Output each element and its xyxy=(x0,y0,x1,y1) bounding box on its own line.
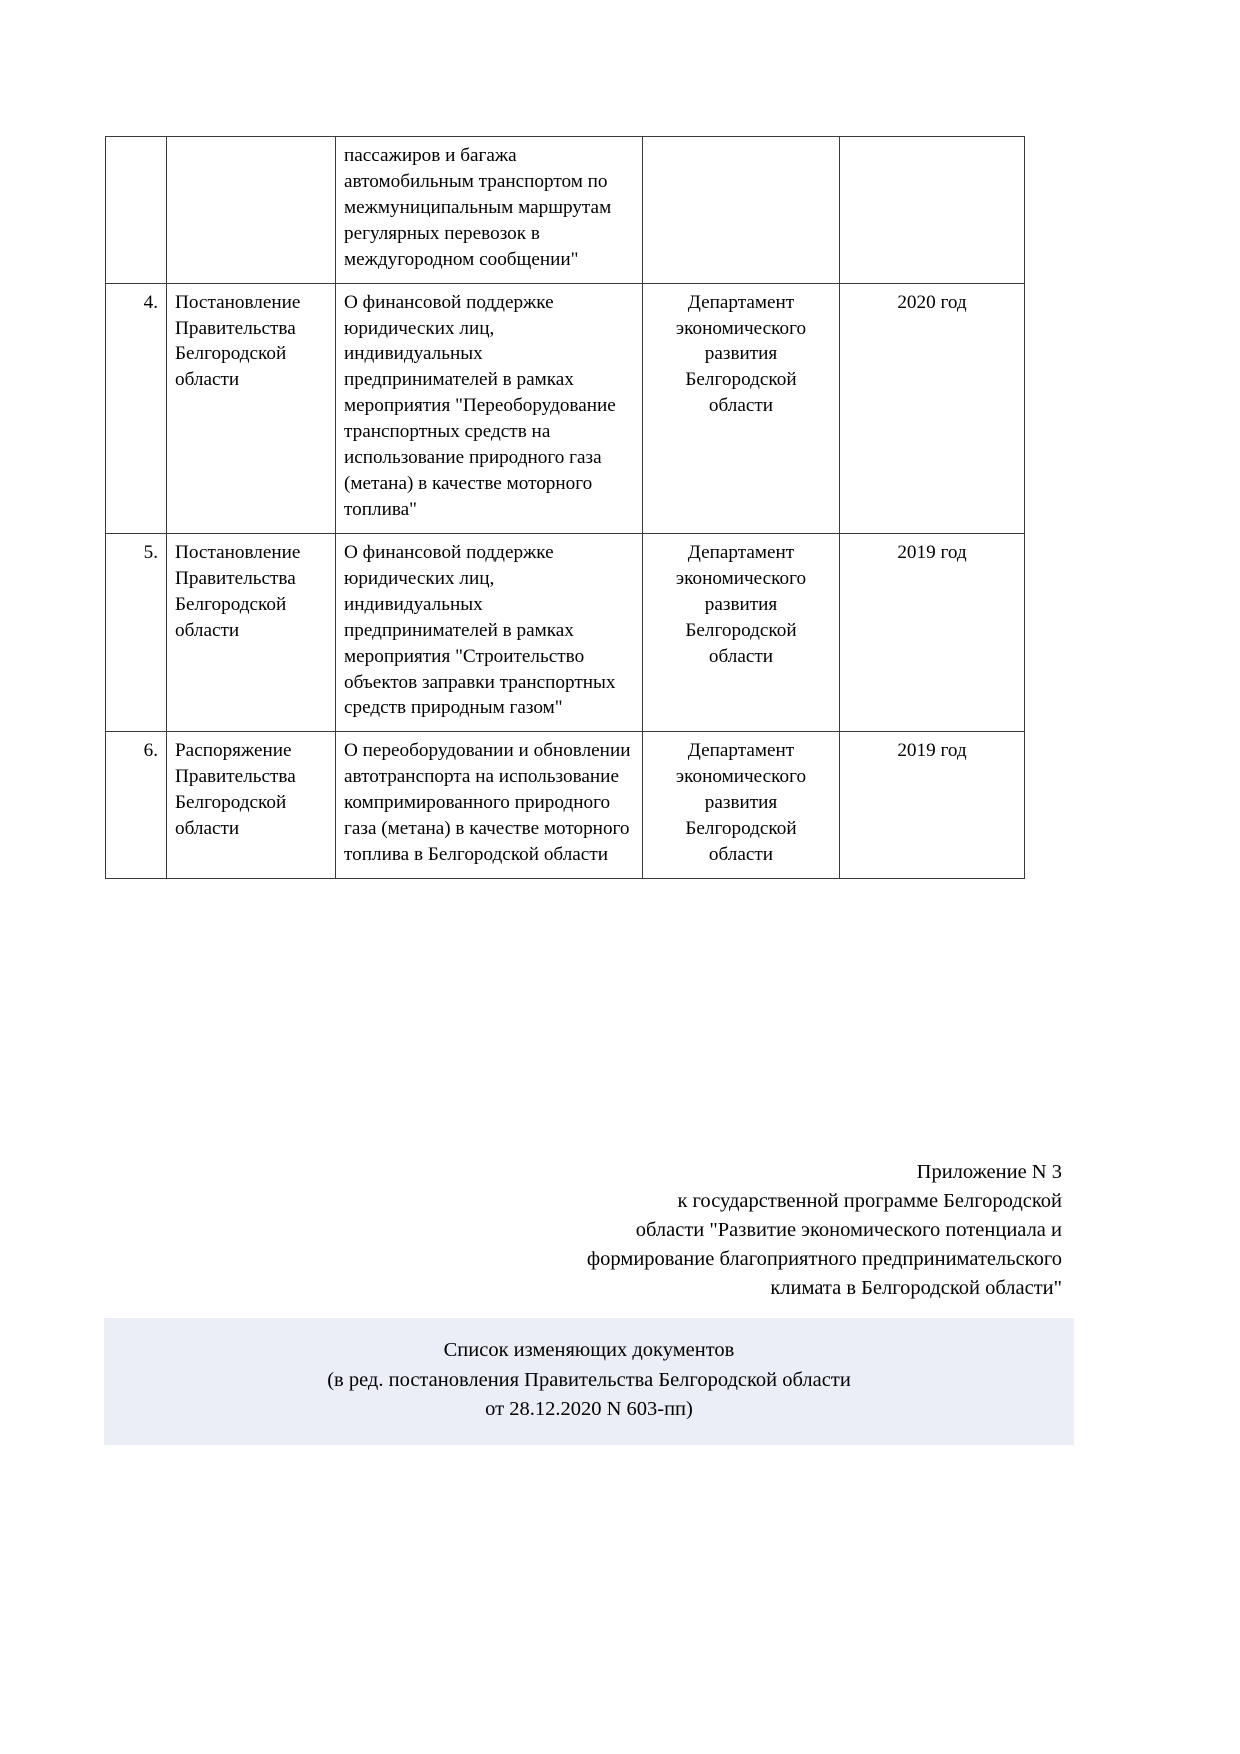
table-row xyxy=(106,533,1025,731)
responsible-body: Департамент экономического развития Белгородской области xyxy=(675,291,811,417)
act-type: Постановление Правительства Белгородской области xyxy=(175,541,306,641)
act-type-cell xyxy=(167,137,336,284)
amending-documents-date: от 28.12.2020 N 603-пп) xyxy=(485,1398,693,1421)
act-name: пассажиров и багажа автомобильным транспортом по межмуниципальным маршрутам регулярных перевозок в междугородном сообщении" xyxy=(344,145,617,270)
appendix-line-number: Приложение N 3 xyxy=(916,1161,1062,1183)
table-row xyxy=(106,137,1025,284)
table-row xyxy=(106,283,1025,533)
act-name-cell xyxy=(336,137,643,284)
amending-documents-source: (в ред. постановления Правительства Белгородской области xyxy=(327,1368,851,1391)
term: 2020 год xyxy=(897,291,967,313)
act-type-cell xyxy=(167,732,336,879)
table-body xyxy=(106,137,1025,879)
term-cell xyxy=(840,283,1025,533)
responsible-body-cell xyxy=(643,283,840,533)
amending-documents-box xyxy=(104,1318,1074,1445)
term-cell xyxy=(840,732,1025,879)
act-type: Распоряжение Правительства Белгородской области xyxy=(175,740,301,840)
act-name: О финансовой поддержке юридических лиц, индивидуальных предпринимателей в рамках мероприятия "Строительство объектов заправки транспортных средств природным газом" xyxy=(344,541,621,719)
act-type-cell xyxy=(167,283,336,533)
term-cell xyxy=(840,137,1025,284)
act-name-cell xyxy=(336,533,643,731)
amending-documents-title: Список изменяющих документов xyxy=(443,1339,735,1361)
responsible-body: Департамент экономического развития Белгородской области xyxy=(675,740,811,866)
responsible-body-cell xyxy=(643,137,840,284)
responsible-body-cell xyxy=(643,732,840,879)
row-number-cell xyxy=(106,283,167,533)
responsible-body-cell xyxy=(643,533,840,731)
term-cell xyxy=(840,533,1025,731)
legal-acts-table xyxy=(105,136,1025,879)
row-number-cell xyxy=(106,137,167,284)
act-type: Постановление Правительства Белгородской области xyxy=(175,291,306,391)
act-type-cell xyxy=(167,533,336,731)
appendix-line-climate: формирование благоприятного предпринимательского xyxy=(586,1248,1062,1271)
row-number-cell xyxy=(106,533,167,731)
appendix-line-program: к государственной программе Белгородской xyxy=(677,1190,1062,1213)
appendix-line-region: области "Развитие экономического потенциала и xyxy=(635,1219,1062,1242)
act-name: О финансовой поддержке юридических лиц, индивидуальных предпринимателей в рамках мероприятия "Переоборудование транспортных средств на использование природного газа (метана) в качестве моторного топлива" xyxy=(344,291,621,520)
responsible-body: Департамент экономического развития Белгородской области xyxy=(675,541,811,667)
appendix-line-tail: климата в Белгородской области" xyxy=(770,1277,1062,1300)
row-number: 5. xyxy=(143,541,158,563)
table-row xyxy=(106,732,1025,879)
act-name-cell xyxy=(336,732,643,879)
act-name-cell xyxy=(336,283,643,533)
term: 2019 год xyxy=(897,541,967,563)
term: 2019 год xyxy=(897,740,967,762)
row-number: 6. xyxy=(143,740,158,762)
act-name: О переоборудовании и обновлении автотранспорта на использование компримированного природного газа (метана) в качестве моторного топлива в Белгородской области xyxy=(344,740,636,866)
row-number: 4. xyxy=(143,291,158,313)
appendix-heading xyxy=(400,1158,1062,1304)
row-number-cell xyxy=(106,732,167,879)
